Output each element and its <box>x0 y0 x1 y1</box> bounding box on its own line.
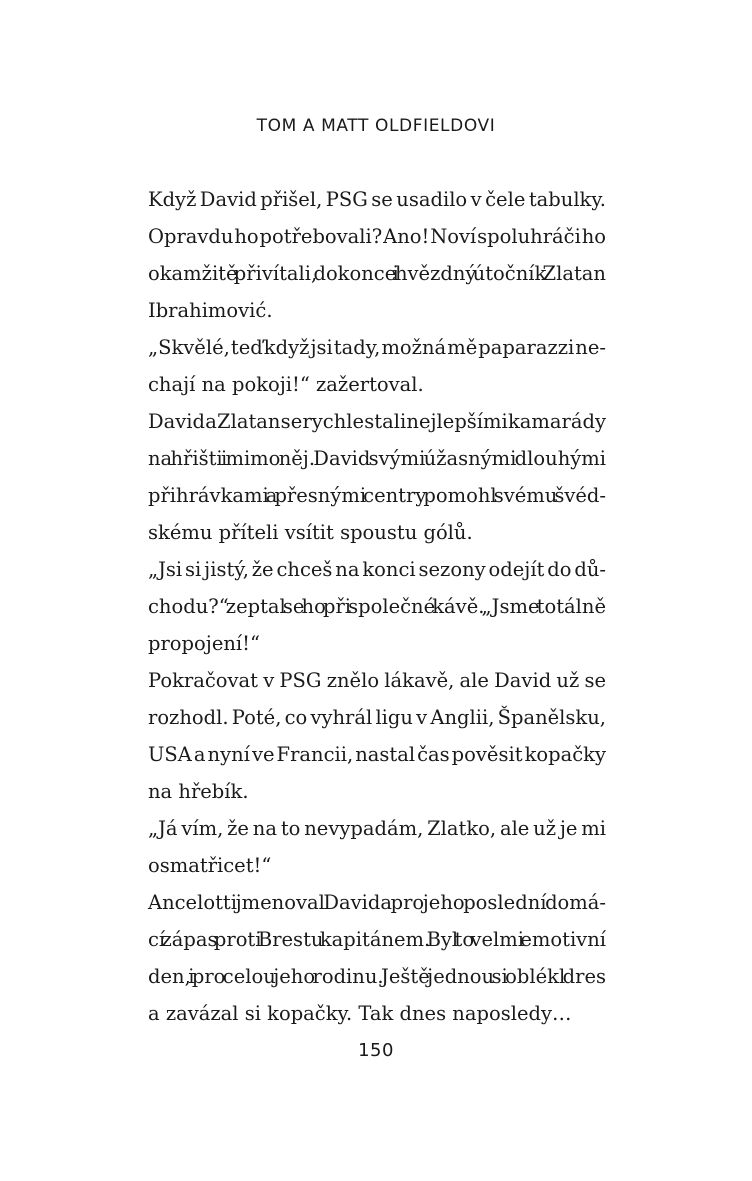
paragraph <box>148 181 606 218</box>
paragraph <box>148 403 606 551</box>
text-line: David a Zlatan se rychle stali nejlepšími kamarády <box>148 410 606 433</box>
text-line: USA a nyní ve Francii, nastal čas pověsit kopačky <box>148 743 606 766</box>
text-line: „Skvělé, teď když jsi tady, možná mě paparazzi ne- <box>148 336 606 359</box>
text-line: Ancelotti jmenoval Davida pro jeho poslední domá- <box>148 891 606 914</box>
page-number: 150 <box>358 1040 394 1061</box>
running-head: TOM A MATT OLDFIELDOVI <box>256 116 496 136</box>
text-line: a zavázal si kopačky. Tak dnes naposledy… <box>148 1002 572 1025</box>
text-line: propojení!“ <box>148 632 260 655</box>
text-line: Když David přišel, PSG se usadilo v čele tabulky. <box>148 188 606 211</box>
text-line: na hřišti i mimo něj. David svými úžasnými dlouhými <box>148 447 606 470</box>
text-line: chají na pokoji!“ zažertoval. <box>148 373 424 396</box>
text-line: cí zápas proti Brestu kapitánem. Byl to velmi emotivní <box>148 928 606 951</box>
text-line: Ibrahimović. <box>148 299 273 322</box>
body-text <box>148 181 606 1032</box>
text-line: na hřebík. <box>148 780 249 803</box>
paragraph <box>148 884 606 1032</box>
paragraph <box>148 810 606 884</box>
text-line: osmatřicet!“ <box>148 854 272 877</box>
text-line: skému příteli vsítit spoustu gólů. <box>148 521 473 544</box>
paragraph <box>148 218 606 329</box>
text-line: rozhodl. Poté, co vyhrál ligu v Anglii, Španělsku, <box>148 706 607 729</box>
text-line: Opravdu ho potřebovali? Ano! Noví spoluhráči ho <box>148 225 607 248</box>
text-line: „Já vím, že na to nevypadám, Zlatko, ale už je mi <box>148 817 606 840</box>
text-line: okamžitě přivítali, dokonce i hvězdný útočník Zlatan <box>148 262 606 285</box>
paragraph <box>148 551 606 662</box>
text-line: chodu?“ zeptal se ho při společné kávě. „Jsme totálně <box>148 595 606 618</box>
text-line: Pokračovat v PSG znělo lákavě, ale David už se <box>148 669 606 692</box>
paragraph <box>148 662 606 810</box>
text-line: den, i pro celou jeho rodinu. Ještě jednou si oblékl dres <box>148 965 606 988</box>
paragraph <box>148 329 606 403</box>
text-line: „Jsi si jistý, že chceš na konci sezony odejít do dů- <box>148 558 606 581</box>
text-line: přihrávkami a přesnými centry pomohl svému švéd- <box>148 484 606 507</box>
